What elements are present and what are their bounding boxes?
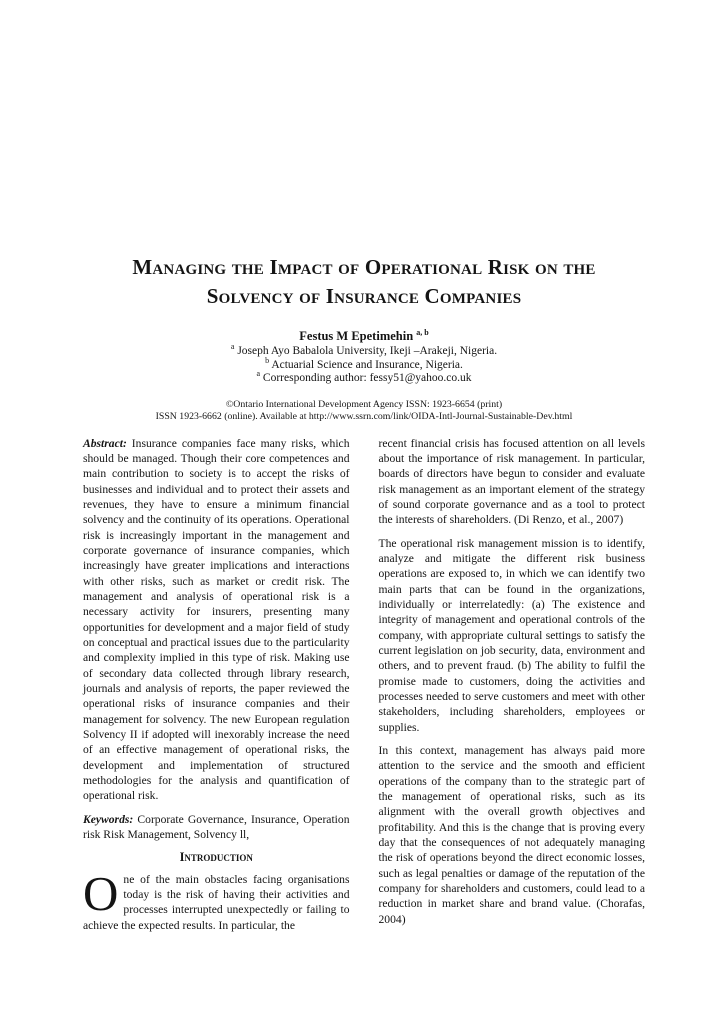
body-paragraph-3: In this context, management has always paid more attention to the service and the smooth and efficient operations of the company than to the strategic part of the management of operational risks, such as its alignment with the overall growth objectives and profitability. And this is the change that is proving every day that the consequences of not adequately managing the risk of operations beyond the direct economic losses, such as legal penalties or damage of the reputation of the company for shareholders and customers, could lead to a reduction in market share and brand value. (Chorafas, 2004)	[378, 744, 645, 926]
abstract-text: Insurance companies face many risks, which should be managed. Though their core competences and main contribution to society is to accept the risks of businesses and individual and to protect their assets and revenues, they have to ensure a minimum financial solvency and the continuity of its operations. Operational risk is increasingly important in the management and corporate governance of insurance companies, which increasingly have greater implications and interactions with other risks, such as market or credit risk. The management and analysis of operational risk is a necessary activity for insurers, presenting many opportunities for development and a major field of study on conceptual and practical issues due to the particularity and complexity implied in this type of risk. Making use of secondary data collected through library research, journals and analysis of reports, the paper reviewed the operational risks of insurance companies and their management for solvency. The new European regulation Solvency II if adopted will inexorably increase the need of an effective management of operational risks, the development and implementation of structured methodologies for the analysis and quantification of operational risk.	[83, 436, 350, 803]
abstract-paragraph	[83, 436, 350, 804]
two-column-body	[83, 436, 645, 942]
body-paragraph-2: The operational risk management mission is to identify, analyze and mitigate the different risk business operations are exposed to, in which we can identify two main parts that can be found in the organizations, individually or interrelatedly: (a) The existence and integrity of management and operational controls of the company, with appropriate cultural settings to satisfy the current legislation on job security, data, environment and others, and to prevent fraud. (b) The ability to fulfil the promise made to customers, doing the activities and processes needed to serve customers and meet with other stakeholders, including shareholders, employees or supplies.	[378, 536, 645, 734]
paper-title	[83, 253, 645, 311]
author-name-text: Festus M Epetimehin	[299, 329, 414, 343]
abstract-label: Abstract:	[83, 436, 127, 450]
corresponding-author-superscript: a	[256, 369, 261, 379]
keywords-text: Corporate Governance, Insurance, Operation risk Risk Management, Solvency ll,	[83, 812, 350, 842]
affiliation-1-superscript: a	[230, 342, 235, 352]
right-column	[379, 436, 646, 942]
author-block	[83, 328, 645, 386]
corresponding-author-text: Corresponding author: fessy51@yahoo.co.uk	[260, 372, 472, 384]
corresponding-author-line	[83, 369, 645, 386]
introduction-paragraph	[83, 865, 350, 933]
author-superscript: a, b	[416, 327, 429, 337]
affiliation-2-text: Actuarial Science and Insurance, Nigeria.	[269, 358, 463, 371]
keywords-paragraph	[83, 812, 350, 843]
paper-content	[83, 253, 645, 941]
body-paragraph-1: recent financial crisis has focused attention on all levels about the importance of risk management. In particular, boards of directors have begun to consider and evaluate risk management as an important element of the strategy of sound corporate governance and as a tool to protect the interests of shareholders. (Di Renzo, et al., 2007)	[378, 436, 645, 527]
publisher-line-2: ISSN 1923-6662 (online). Available at http://www.ssrn.com/link/OIDA-Intl-Journal-Sustainable-Dev.html	[155, 410, 573, 422]
affiliation-2-superscript: b	[265, 355, 270, 365]
paper-title-line-2: Solvency of Insurance Companies	[206, 284, 522, 308]
affiliation-line-1	[83, 342, 645, 359]
publisher-line-1: ©Ontario International Development Agency ISSN: 1923-6654 (print)	[225, 398, 503, 410]
introduction-text: ne of the main obstacles facing organisations today is the risk of having their activities and processes interrupted unexpectedly or failing to achieve the expected results. In particular, the	[83, 872, 350, 932]
publisher-block	[83, 399, 645, 423]
affiliation-1-text: Joseph Ayo Babalola University, Ikeji –Arakeji, Nigeria.	[234, 345, 498, 357]
left-column	[83, 436, 350, 942]
affiliation-line-2	[83, 355, 645, 373]
dropcap-letter: O	[83, 865, 119, 921]
paper-title-line-1: Managing the Impact of Operational Risk on the	[132, 255, 596, 279]
keywords-label: Keywords:	[83, 812, 134, 826]
author-name	[83, 328, 645, 345]
introduction-heading: Introduction	[179, 850, 253, 865]
